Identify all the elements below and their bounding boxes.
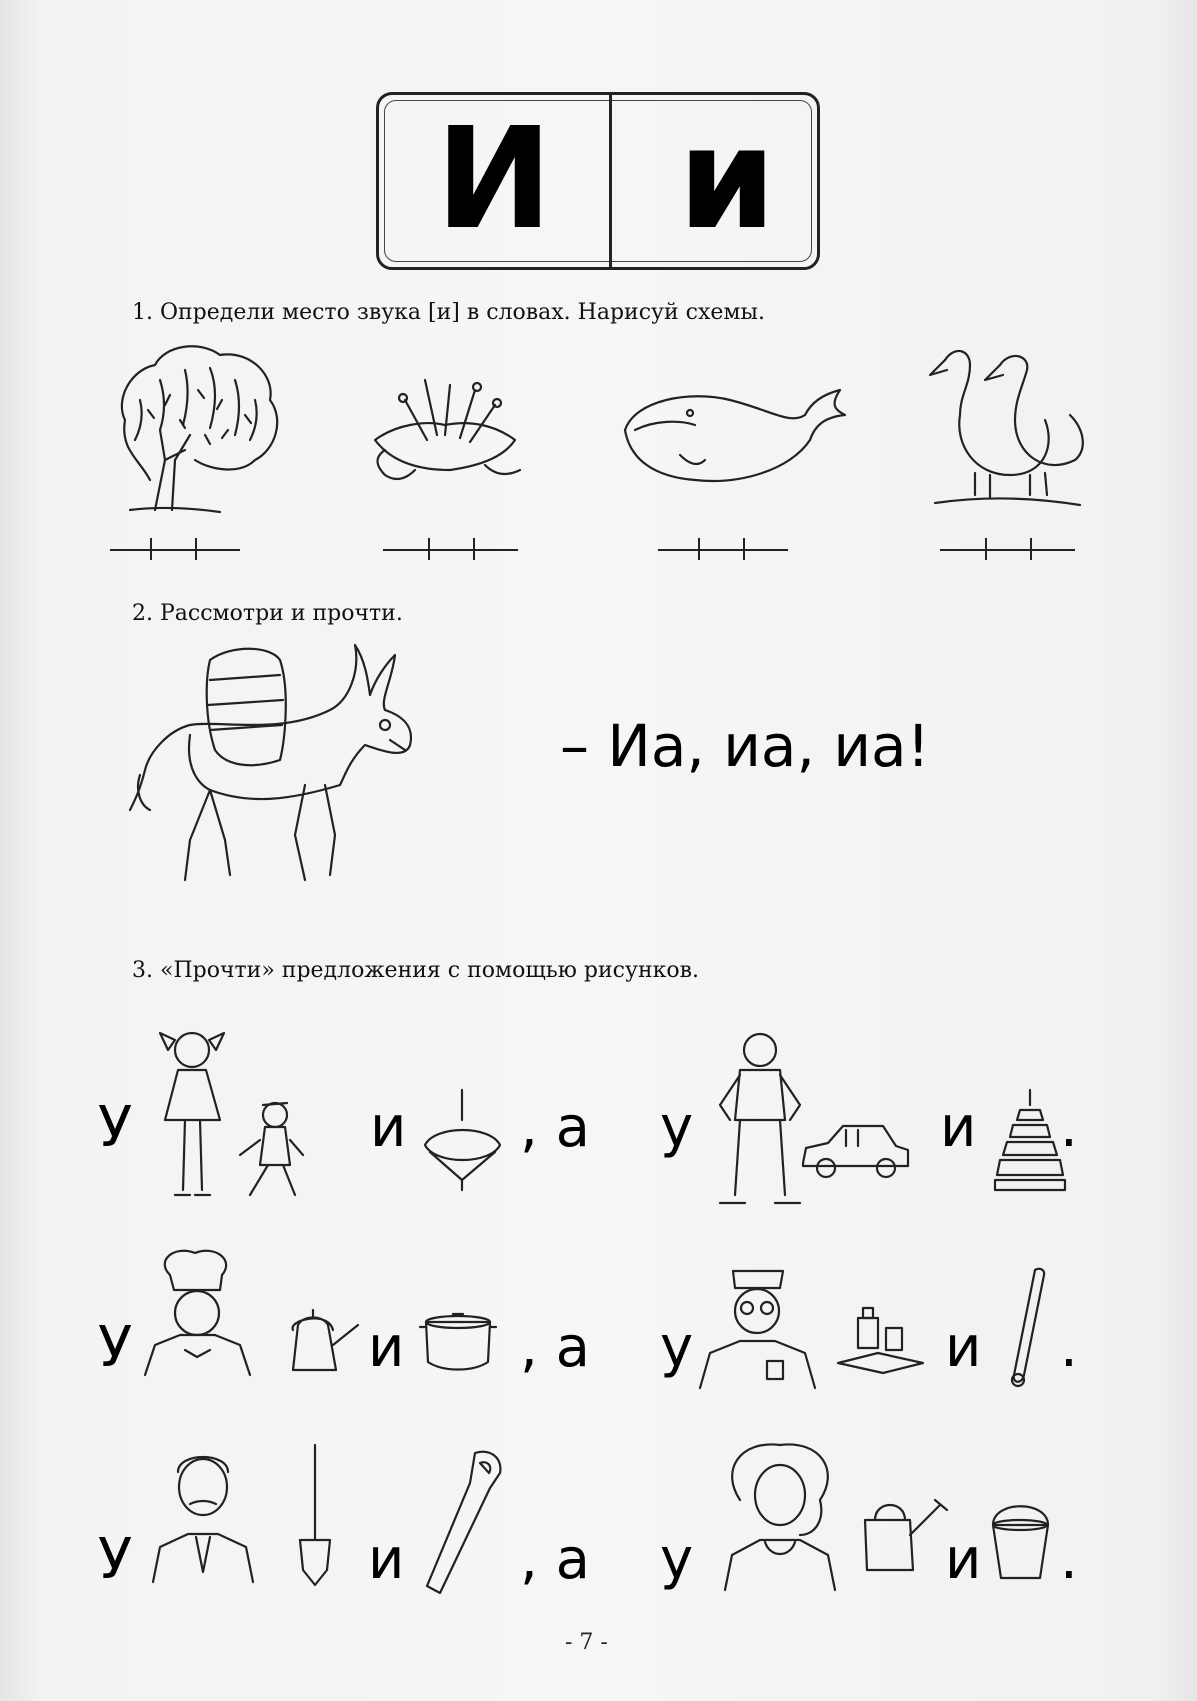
geese-icon	[915, 345, 1090, 515]
thermometer-icon	[1010, 1265, 1050, 1390]
doctor-icon	[695, 1253, 820, 1393]
car-icon	[798, 1118, 913, 1183]
row1-end-dot: .	[1060, 1095, 1078, 1160]
man-icon	[148, 1442, 258, 1582]
saw-icon	[425, 1448, 505, 1598]
watering-can-icon	[855, 1490, 950, 1575]
willow-tree-icon	[110, 340, 290, 515]
row3-start-word: У	[98, 1527, 133, 1592]
row3-middle-word: и	[368, 1527, 405, 1592]
letter-card	[376, 92, 820, 270]
row2-end-dot: .	[1060, 1315, 1078, 1380]
pot-icon	[418, 1302, 498, 1372]
row1-middle-word: и	[370, 1095, 407, 1160]
task-2-heading: 2. Рассмотри и прочти.	[132, 601, 403, 626]
cook-icon	[140, 1245, 255, 1380]
row3-end-dot: .	[1060, 1527, 1078, 1592]
page-number: - 7 -	[565, 1630, 608, 1655]
donkey-speech-text: – Иа, иа, иа!	[560, 712, 930, 780]
scheme-line-whale	[658, 538, 788, 560]
task-3-heading: 3. «Прочти» предложения с помощью рисунков.	[132, 958, 699, 983]
kettle-icon	[278, 1290, 363, 1375]
doll-icon	[235, 1095, 305, 1205]
row2-comma-a: , а	[520, 1315, 590, 1380]
row3-end-word: и	[945, 1527, 982, 1592]
whale-icon	[620, 385, 850, 495]
row1-comma-a: , а	[520, 1095, 590, 1160]
row1-start-word: У	[98, 1095, 133, 1160]
row2-start-word: У	[98, 1315, 133, 1380]
row3-comma-a: , а	[520, 1527, 590, 1592]
medicine-icon	[838, 1293, 928, 1378]
scheme-line-geese	[940, 538, 1075, 560]
lowercase-letter: и	[677, 98, 777, 261]
row2-middle-word: и	[368, 1315, 405, 1380]
row2-end-word: и	[945, 1315, 982, 1380]
spinning-top-icon	[420, 1090, 505, 1190]
shovel-icon	[295, 1445, 335, 1590]
pincushion-icon	[365, 370, 525, 490]
scheme-line-willow	[110, 538, 240, 560]
row1-end-word: и	[940, 1095, 977, 1160]
woman-icon	[720, 1440, 840, 1590]
uppercase-letter: И	[435, 98, 553, 261]
task-1-heading: 1. Определи место звука [и] в словах. Нарисуй схемы.	[132, 300, 766, 325]
row1-second-u: у	[660, 1095, 694, 1160]
row3-second-u: у	[660, 1527, 694, 1592]
girl-icon	[150, 1025, 235, 1215]
donkey-icon	[130, 640, 440, 910]
row2-second-u: у	[660, 1315, 694, 1380]
bucket-icon	[988, 1500, 1053, 1580]
scheme-line-pincushion	[383, 538, 518, 560]
ring-pyramid-icon	[995, 1090, 1065, 1195]
